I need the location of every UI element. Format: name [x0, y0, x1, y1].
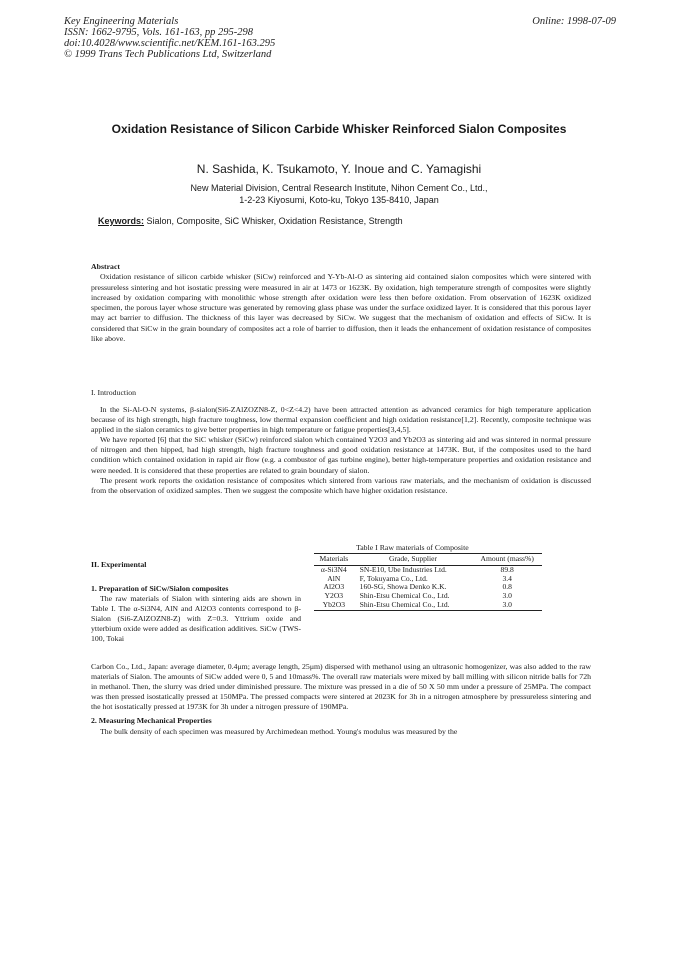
table-header-materials: Materials: [314, 554, 354, 566]
table-header-grade: Grade, Supplier: [354, 554, 473, 566]
table-cell-grade: SN-E10, Ube Industries Ltd.: [359, 564, 447, 574]
citation-header: [64, 16, 275, 60]
table-cell-material: α-Si3N4: [320, 564, 347, 574]
keywords: [98, 215, 403, 227]
journal-name: Key Engineering Materials: [64, 16, 179, 27]
affiliation-line-2: 1-2-23 Kiyosumi, Koto-ku, Tokyo 135-8410, Japan: [239, 195, 439, 205]
table-cell-grade: F, Tokuyama Co., Ltd.: [359, 573, 428, 583]
table-cell-amount: 0.8: [502, 582, 512, 592]
table-cell-grade: 160-SG, Showa Denko K.K.: [359, 582, 447, 592]
experimental-heading: II. Experimental: [91, 560, 147, 569]
affiliation-line-1: New Material Division, Central Research Institute, Nihon Cement Co., Ltd.,: [190, 183, 488, 193]
table-cell-material: Y2O3: [324, 591, 344, 601]
table-cell-material: Yb2O3: [314, 601, 354, 610]
introduction-heading: I. Introduction: [91, 388, 137, 397]
table-cell-material: Al2O3: [323, 582, 345, 592]
table-caption: Table I Raw materials of Composite: [356, 543, 469, 552]
intro-paragraph-2: We have reported [6] that the SiC whisker (SiCw) reinforced sialon which contained Y2O3 and Yb2O3 as sintering aid and was sintered in normal pressure of nitrogen and then hipped, had high strength, high fracture toughness and good oxidation resistance at 1473K. But, if the composites used to the hard condition which contained oxidation in rapid air flow (e.g. a combustor of gas turbine engine), better high-temperature properties and oxidation resistance and were needed. It is considered that these properties are related to grain boundary of sialon.: [91, 435, 591, 475]
table-cell-amount: 3.4: [502, 573, 512, 583]
table-header-amount: Amount (mass%): [472, 554, 542, 566]
table-cell-material: AlN: [327, 573, 341, 583]
paper-title: Oxidation Resistance of Silicon Carbide Whisker Reinforced Sialon Composites: [111, 122, 567, 136]
abstract-heading: Abstract: [91, 262, 121, 271]
table-cell-grade: Shin-Etsu Chemical Co., Ltd.: [354, 601, 473, 610]
affiliation: [90, 182, 588, 206]
online-date: Online: 1998-07-09: [532, 16, 616, 27]
intro-paragraph-1: In the Si-Al-O-N systems, β-sialon(Si6-ZAlZOZN8-Z, 0<Z<4.2) have been attracted attention as advanced ceramics for high temperature application because of its high strength, high fracture toughness, low thermal expansion coefficient and high oxidation resistance[1,2]. Recently, composite technique was applied in the sialon ceramics to give better properties in high temperature or fatigue properties[3,4,5].: [91, 405, 591, 435]
table-cell-amount: 3.0: [472, 601, 542, 610]
mechanical-properties-text: The bulk density of each specimen was measured by Archimedean method. Young's modulus was measured by the: [100, 727, 458, 736]
preparation-text-left: The raw materials of Sialon with sintering aids are shown in Table I. The α-Si3N4, AlN and Al2O3 contents correspond to β-Sialon (Si6-ZAlZOZN8-Z) with Z=0.3. Yttrium oxide and ytterbium oxide were added as desification additives. SiCw (TWS-100, Tokai: [91, 594, 301, 644]
keywords-text: Sialon, Composite, SiC Whisker, Oxidation Resistance, Strength: [146, 216, 403, 226]
intro-paragraph-3: The present work reports the oxidation resistance of composites which sintered from various raw materials, and the mechanism of oxidation is discussed from the observation of oxidized samples. Then we suggest the composite which have higher oxidation resistance.: [91, 475, 591, 495]
mechanical-properties-subheading: 2. Measuring Mechanical Properties: [91, 716, 212, 725]
abstract-text: Oxidation resistance of silicon carbide whisker (SiCw) reinforced and Y-Yb-Al-O as sintering aid contained sialon composites which were sintered with pressureless sintering and hot isostatic pressing were measured in air at 1473 or 1623K. By oxidation, high temperature strength of composites were slightly increased by oxidation comparing with monolithic whose strength after oxidation were less then before oxidation. From observation of 1623K oxidized specimen, the porous layer whose structure was generated by removing glass phase was under the surface oxidized layer. It is considered that this porous layer may act barrier to diffusion. The thickness of this layer was decreased by SiCw. We suggest that the mechanism of oxidation and effects of SiCw. It is considered that SiCw in the grain boundary of composites act a role of barrier to diffusion, then it leads the enhancement of oxidation resistance of composites like above.: [91, 272, 591, 344]
table-header-row: [314, 554, 542, 566]
keywords-label: Keywords:: [98, 216, 145, 226]
copyright-line: © 1999 Trans Tech Publications Ltd, Switzerland: [64, 49, 272, 60]
issn-line: ISSN: 1662-9795, Vols. 161-163, pp 295-298: [64, 27, 253, 38]
table-row: [314, 601, 542, 610]
author-list: N. Sashida, K. Tsukamoto, Y. Inoue and C. Yamagishi: [196, 162, 482, 176]
abstract-section: [91, 262, 591, 344]
table-cell-amount: 89.8: [500, 564, 514, 574]
introduction-section: [91, 405, 591, 496]
raw-materials-table: [314, 553, 542, 611]
table-cell-grade: Shin-Etsu Chemical Co., Ltd.: [359, 591, 450, 601]
doi-line: doi:10.4028/www.scientific.net/KEM.161-163.295: [64, 38, 276, 49]
preparation-text-full: Carbon Co., Ltd., Japan: average diameter, 0.4μm; average length, 25μm) dispersed with methanol using an ultrasonic homogenizer, was also added to the raw materials of Sialon. The amounts of SiCw added were 0, 5 and 10mass%. The overall raw materials were mixed by ball milling with silicon nitride balls for 72h in methanol. Then, the slurry was dried under diminished pressure. The mixture was pressed in a die of 50 X 50 mm under a pressure of 25MPa. The compact was then pressed isostatically pressed at 150MPa. The pressed compacts were sintered at 2023K for 3h in a nitrogen atmosphere by pressureless sintering and the hot isostatically pressed at 1973K for 3h under a nitrogen pressure of 190MPa.: [91, 661, 591, 712]
table-cell-amount: 3.0: [502, 591, 512, 601]
preparation-subheading: 1. Preparation of SiCw/Sialon composites: [91, 584, 229, 593]
